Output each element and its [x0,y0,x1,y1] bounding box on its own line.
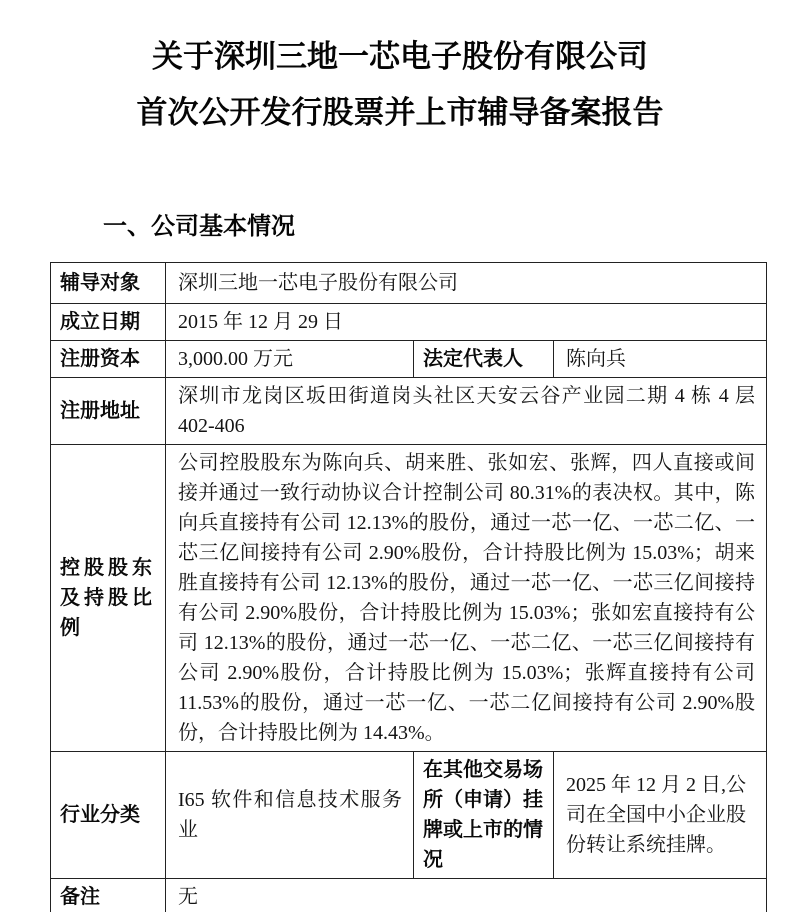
table-row-establishment-date [51,304,767,341]
registered-capital-label: 注册资本 [51,341,166,378]
controlling-shareholders-label: 控股股东及持股比例 [51,445,166,752]
registered-address-value: 深圳市龙岗区坂田街道岗头社区天安云谷产业园二期 4 栋 4 层 402-406 [166,378,767,445]
company-info-table [50,262,767,912]
table-row-counseling-target [51,263,767,304]
controlling-shareholders-value: 公司控股股东为陈向兵、胡来胜、张如宏、张辉，四人直接或间接并通过一致行动协议合计控制公司 80.31%的表决权。其中，陈向兵直接持有公司 12.13%的股份，通过一芯一亿、一芯二亿、一芯三亿间接持有公司 2.90%股份，合计持股比例为 15.03%；胡来胜直接持有公司 12.13%的股份，通过一芯一亿、一芯三亿间接持有公司 2.90%股份，合计持股比例为 15.03%；张如宏直接持有公司 12.13%的股份，通过一芯一亿、一芯二亿、一芯三亿间接持有公司 2.90%股份，合计持股比例为 15.03%；张辉直接持有公司 11.53%的股份，通过一芯一亿、一芯二亿间接持有公司 2.90%股份，合计持股比例为 14.43%。 [166,445,767,752]
industry-classification-label: 行业分类 [51,752,166,879]
remarks-label: 备注 [51,879,166,912]
counseling-target-label: 辅导对象 [51,263,166,304]
registered-address-label: 注册地址 [51,378,166,445]
table-row-controlling-shareholders [51,445,767,752]
legal-representative-value: 陈向兵 [554,341,767,378]
table-row-registered-address [51,378,767,445]
table-row-remarks [51,879,767,912]
legal-representative-label: 法定代表人 [414,341,554,378]
other-listing-status-label: 在其他交易场所（申请）挂牌或上市的情况 [414,752,554,879]
establishment-date-value: 2015 年 12 月 29 日 [166,304,767,341]
remarks-value: 无 [166,879,767,912]
table-row-industry-classification [51,752,767,879]
counseling-target-value: 深圳三地一芯电子股份有限公司 [166,263,767,304]
document-title [0,41,800,128]
table-row-registered-capital [51,341,767,378]
section-heading: 一、公司基本情况 [103,213,295,240]
establishment-date-label: 成立日期 [51,304,166,341]
document-title-line1: 关于深圳三地一芯电子股份有限公司 [152,39,648,74]
document-title-line2: 首次公开发行股票并上市辅导备案报告 [136,95,664,130]
industry-classification-value: I65 软件和信息技术服务业 [166,752,414,879]
other-listing-status-value: 2025 年 12 月 2 日,公司在全国中小企业股份转让系统挂牌。 [554,752,767,879]
registered-capital-value: 3,000.00 万元 [166,341,414,378]
